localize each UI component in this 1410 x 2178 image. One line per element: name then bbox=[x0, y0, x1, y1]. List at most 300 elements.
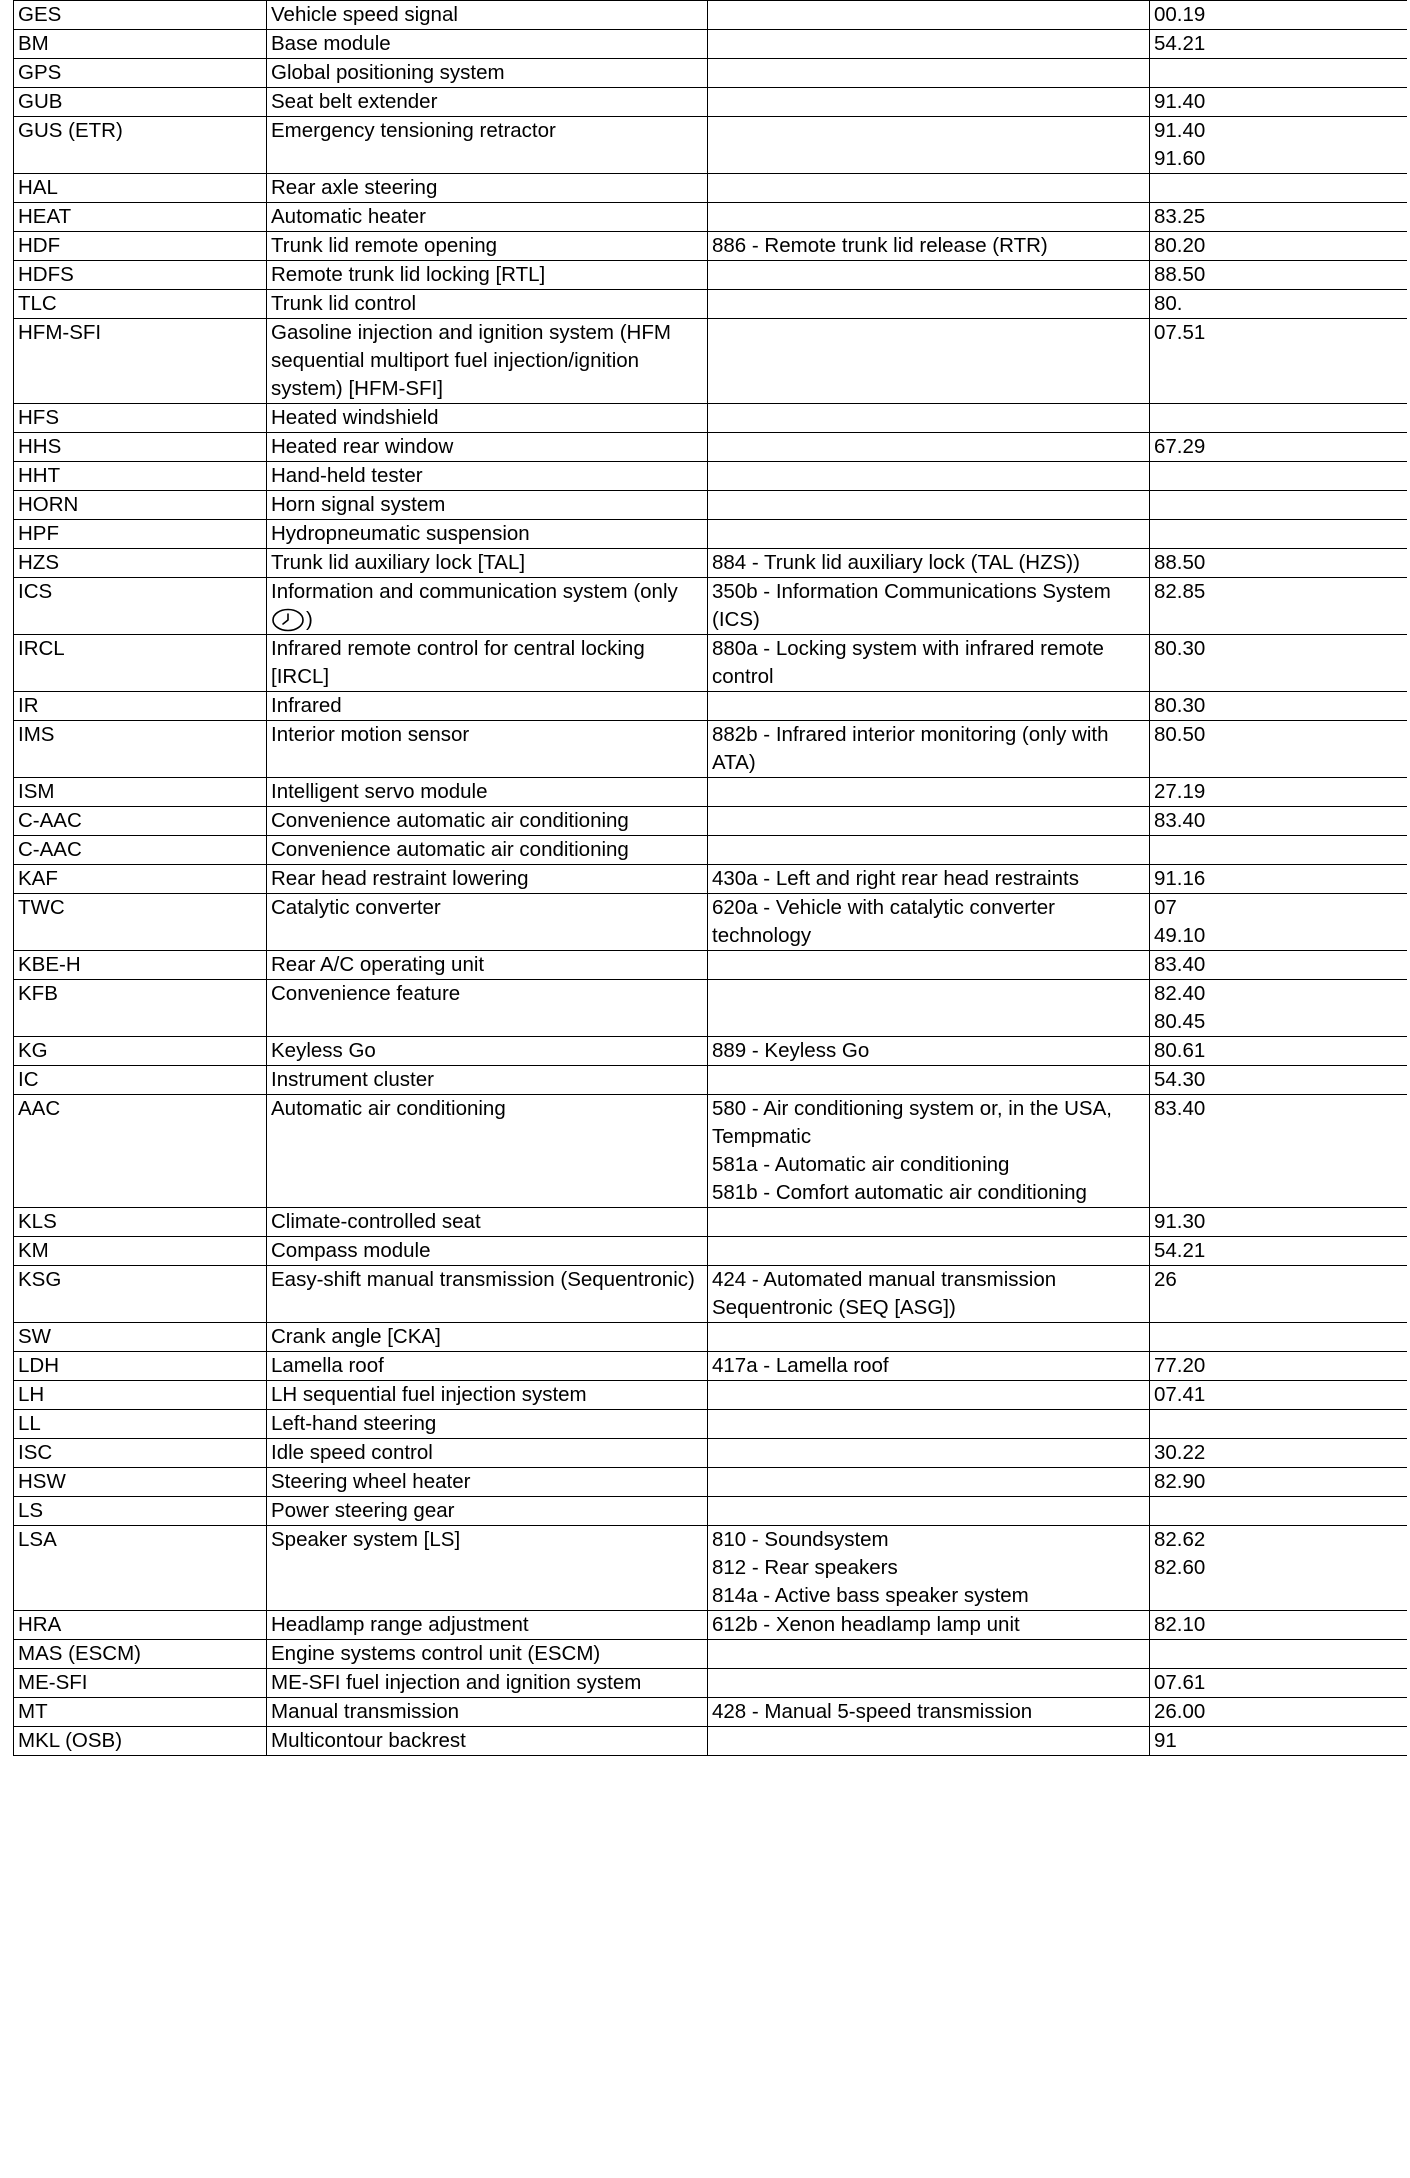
meaning-cell bbox=[267, 1237, 708, 1266]
group-number: 88.50 bbox=[1154, 551, 1206, 574]
table-row bbox=[14, 692, 1408, 721]
group-cell bbox=[1150, 88, 1408, 117]
meaning-cell bbox=[267, 721, 708, 778]
table-row bbox=[14, 1037, 1408, 1066]
meaning-text: Global positioning system bbox=[271, 61, 505, 84]
group-cell bbox=[1150, 203, 1408, 232]
code-cell bbox=[708, 1208, 1150, 1237]
group-cell bbox=[1150, 1468, 1408, 1497]
code-cell bbox=[708, 807, 1150, 836]
abbreviation-text: C-AAC bbox=[18, 809, 82, 832]
meaning-text-block bbox=[271, 462, 701, 490]
table-row bbox=[14, 462, 1408, 491]
code-cell bbox=[708, 88, 1150, 117]
meaning-text-block bbox=[271, 1095, 701, 1123]
table-row bbox=[14, 721, 1408, 778]
meaning-text: Heated rear window bbox=[271, 435, 454, 458]
meaning-cell bbox=[267, 1, 708, 30]
table-row bbox=[14, 1237, 1408, 1266]
meaning-text-block bbox=[271, 174, 701, 202]
code-cell bbox=[708, 1352, 1150, 1381]
meaning-text: Horn signal system bbox=[271, 493, 446, 516]
meaning-text-block bbox=[271, 865, 701, 893]
meaning-text-block bbox=[271, 578, 701, 634]
code-cell bbox=[708, 30, 1150, 59]
table-row bbox=[14, 1352, 1408, 1381]
meaning-text: Compass module bbox=[271, 1239, 431, 1262]
meaning-text-block bbox=[271, 1, 701, 29]
code-cell bbox=[708, 1698, 1150, 1727]
meaning-cell bbox=[267, 865, 708, 894]
meaning-text-block bbox=[271, 980, 701, 1008]
abbreviation-text: MKL (OSB) bbox=[18, 1729, 123, 1752]
meaning-text: Information and communication system (only bbox=[271, 580, 678, 603]
code-cell bbox=[708, 865, 1150, 894]
meaning-cell bbox=[267, 1381, 708, 1410]
group-cell bbox=[1150, 1208, 1408, 1237]
meaning-text-block bbox=[271, 30, 701, 58]
code-cell bbox=[708, 692, 1150, 721]
group-cell bbox=[1150, 1727, 1408, 1756]
meaning-text-block bbox=[271, 1381, 701, 1409]
abbreviation-cell bbox=[14, 1526, 267, 1611]
group-number: 80.20 bbox=[1154, 234, 1206, 257]
group-number: 82.60 bbox=[1154, 1556, 1206, 1579]
abbreviation-cell bbox=[14, 578, 267, 635]
group-number: 88.50 bbox=[1154, 263, 1206, 286]
code-cell bbox=[708, 1611, 1150, 1640]
table-row bbox=[14, 578, 1408, 635]
abbreviation-cell bbox=[14, 261, 267, 290]
abbreviation-cell bbox=[14, 1439, 267, 1468]
table-row bbox=[14, 1410, 1408, 1439]
meaning-text: Engine systems control unit (ESCM) bbox=[271, 1642, 601, 1665]
meaning-cell bbox=[267, 1727, 708, 1756]
abbreviation-cell bbox=[14, 404, 267, 433]
meaning-cell bbox=[267, 404, 708, 433]
abbreviation-cell bbox=[14, 1698, 267, 1727]
meaning-text: Idle speed control bbox=[271, 1441, 433, 1464]
code-cell bbox=[708, 980, 1150, 1037]
abbreviation-text: TWC bbox=[18, 896, 65, 919]
group-number: 80.45 bbox=[1154, 1010, 1206, 1033]
group-cell bbox=[1150, 1237, 1408, 1266]
meaning-text-block bbox=[271, 520, 701, 548]
group-number: 80.61 bbox=[1154, 1039, 1206, 1062]
table-row bbox=[14, 807, 1408, 836]
meaning-text-block bbox=[271, 1237, 701, 1265]
meaning-text-block bbox=[271, 290, 701, 318]
code-text: 882b - Infrared interior monitoring (only with ATA) bbox=[712, 723, 1109, 774]
meaning-cell bbox=[267, 1698, 708, 1727]
meaning-text-block bbox=[271, 894, 701, 922]
meaning-cell bbox=[267, 578, 708, 635]
meaning-text: Interior motion sensor bbox=[271, 723, 470, 746]
group-number: 82.85 bbox=[1154, 580, 1206, 603]
abbreviation-text: LH bbox=[18, 1383, 45, 1406]
group-cell bbox=[1150, 59, 1408, 88]
meaning-text: Emergency tensioning retractor bbox=[271, 119, 556, 142]
group-number: 82.90 bbox=[1154, 1470, 1206, 1493]
abbreviation-text: HDF bbox=[18, 234, 61, 257]
abbreviation-cell bbox=[14, 1323, 267, 1352]
abbreviation-text: HSW bbox=[18, 1470, 66, 1493]
code-cell bbox=[708, 578, 1150, 635]
meaning-cell bbox=[267, 807, 708, 836]
meaning-text: Manual transmission bbox=[271, 1700, 459, 1723]
group-cell bbox=[1150, 549, 1408, 578]
group-cell bbox=[1150, 261, 1408, 290]
group-cell bbox=[1150, 836, 1408, 865]
abbreviation-cell bbox=[14, 836, 267, 865]
abbreviation-table-body bbox=[14, 1, 1408, 1756]
meaning-text: Rear head restraint lowering bbox=[271, 867, 529, 890]
meaning-text-block bbox=[271, 1526, 701, 1554]
abbreviation-cell bbox=[14, 778, 267, 807]
meaning-text: Remote trunk lid locking [RTL] bbox=[271, 263, 546, 286]
abbreviation-text: AAC bbox=[18, 1097, 61, 1120]
group-number: 91 bbox=[1154, 1729, 1177, 1752]
abbreviation-text: ISM bbox=[18, 780, 55, 803]
group-cell bbox=[1150, 1640, 1408, 1669]
abbreviation-text: HAL bbox=[18, 176, 58, 199]
group-cell bbox=[1150, 404, 1408, 433]
group-cell bbox=[1150, 578, 1408, 635]
abbreviation-cell bbox=[14, 1037, 267, 1066]
meaning-text-block bbox=[271, 1698, 701, 1726]
meaning-cell bbox=[267, 1526, 708, 1611]
group-cell bbox=[1150, 1, 1408, 30]
meaning-text-block bbox=[271, 261, 701, 289]
meaning-cell bbox=[267, 261, 708, 290]
meaning-cell bbox=[267, 836, 708, 865]
code-text: 884 - Trunk lid auxiliary lock (TAL (HZS)) bbox=[712, 551, 1080, 574]
group-number: 00.19 bbox=[1154, 3, 1206, 26]
table-row bbox=[14, 1066, 1408, 1095]
abbreviation-cell bbox=[14, 692, 267, 721]
meaning-text: Trunk lid control bbox=[271, 292, 417, 315]
meaning-text: Infrared remote control for central locking [IRCL] bbox=[271, 637, 645, 688]
group-number: 07.61 bbox=[1154, 1671, 1206, 1694]
meaning-text-block bbox=[271, 1352, 701, 1380]
abbreviation-cell bbox=[14, 1468, 267, 1497]
group-cell bbox=[1150, 1352, 1408, 1381]
meaning-text: Easy-shift manual transmission (Sequentronic) bbox=[271, 1268, 695, 1291]
abbreviation-text: C-AAC bbox=[18, 838, 82, 861]
meaning-text-block bbox=[271, 836, 701, 864]
meaning-text: Speaker system [LS] bbox=[271, 1528, 461, 1551]
table-row bbox=[14, 980, 1408, 1037]
abbreviation-cell bbox=[14, 1095, 267, 1208]
meaning-text-block bbox=[271, 1037, 701, 1065]
meaning-cell bbox=[267, 980, 708, 1037]
group-cell bbox=[1150, 1698, 1408, 1727]
code-cell bbox=[708, 894, 1150, 951]
meaning-cell bbox=[267, 1439, 708, 1468]
code-text: 424 - Automated manual transmission Sequentronic (SEQ [ASG]) bbox=[712, 1268, 1057, 1319]
group-cell bbox=[1150, 1410, 1408, 1439]
meaning-text: Heated windshield bbox=[271, 406, 439, 429]
abbreviation-text: HPF bbox=[18, 522, 59, 545]
meaning-cell bbox=[267, 174, 708, 203]
meaning-cell bbox=[267, 232, 708, 261]
abbreviation-text: GES bbox=[18, 3, 62, 26]
code-cell bbox=[708, 1468, 1150, 1497]
table-row bbox=[14, 404, 1408, 433]
code-cell bbox=[708, 1323, 1150, 1352]
abbreviation-cell bbox=[14, 59, 267, 88]
code-text: 581b - Comfort automatic air conditioning bbox=[712, 1181, 1087, 1204]
abbreviation-text: HRA bbox=[18, 1613, 62, 1636]
group-cell bbox=[1150, 520, 1408, 549]
meaning-cell bbox=[267, 1611, 708, 1640]
code-cell bbox=[708, 1, 1150, 30]
group-cell bbox=[1150, 232, 1408, 261]
meaning-text-block bbox=[271, 433, 701, 461]
meaning-text-block bbox=[271, 807, 701, 835]
abbreviation-text: KAF bbox=[18, 867, 58, 890]
meaning-text-block bbox=[271, 951, 701, 979]
table-row bbox=[14, 203, 1408, 232]
abbreviation-cell bbox=[14, 807, 267, 836]
group-number: 91.60 bbox=[1154, 147, 1206, 170]
meaning-cell bbox=[267, 1095, 708, 1208]
abbreviation-text: HZS bbox=[18, 551, 59, 574]
code-cell bbox=[708, 778, 1150, 807]
meaning-text: Hand-held tester bbox=[271, 464, 423, 487]
code-text: 581a - Automatic air conditioning bbox=[712, 1153, 1010, 1176]
meaning-text: Hydropneumatic suspension bbox=[271, 522, 530, 545]
abbreviation-text: MT bbox=[18, 1700, 48, 1723]
abbreviation-cell bbox=[14, 980, 267, 1037]
meaning-text: Automatic air conditioning bbox=[271, 1097, 506, 1120]
meaning-text: Lamella roof bbox=[271, 1354, 384, 1377]
meaning-cell bbox=[267, 549, 708, 578]
code-cell bbox=[708, 491, 1150, 520]
group-cell bbox=[1150, 1497, 1408, 1526]
group-cell bbox=[1150, 30, 1408, 59]
abbreviation-cell bbox=[14, 174, 267, 203]
group-number: 83.40 bbox=[1154, 953, 1206, 976]
meaning-text: Convenience automatic air conditioning bbox=[271, 838, 629, 861]
table-row bbox=[14, 1468, 1408, 1497]
abbreviation-text: GUS (ETR) bbox=[18, 119, 123, 142]
meaning-cell bbox=[267, 30, 708, 59]
table-row bbox=[14, 894, 1408, 951]
abbreviation-text: GUB bbox=[18, 90, 63, 113]
group-number: 54.21 bbox=[1154, 1239, 1206, 1262]
group-cell bbox=[1150, 290, 1408, 319]
meaning-cell bbox=[267, 88, 708, 117]
abbreviation-cell bbox=[14, 1381, 267, 1410]
code-text: 417a - Lamella roof bbox=[712, 1354, 889, 1377]
code-text: 814a - Active bass speaker system bbox=[712, 1584, 1029, 1607]
meaning-cell bbox=[267, 894, 708, 951]
group-number: 91.30 bbox=[1154, 1210, 1206, 1233]
meaning-text: Trunk lid remote opening bbox=[271, 234, 498, 257]
code-cell bbox=[708, 1669, 1150, 1698]
group-cell bbox=[1150, 319, 1408, 404]
meaning-text-block bbox=[271, 1611, 701, 1639]
meaning-cell bbox=[267, 1323, 708, 1352]
meaning-text: Power steering gear bbox=[271, 1499, 455, 1522]
group-number: 82.10 bbox=[1154, 1613, 1206, 1636]
group-number: 82.62 bbox=[1154, 1528, 1206, 1551]
group-cell bbox=[1150, 635, 1408, 692]
group-cell bbox=[1150, 865, 1408, 894]
group-number: 54.30 bbox=[1154, 1068, 1206, 1091]
abbreviation-cell bbox=[14, 1497, 267, 1526]
code-cell bbox=[708, 261, 1150, 290]
meaning-cell bbox=[267, 433, 708, 462]
group-cell bbox=[1150, 174, 1408, 203]
code-cell bbox=[708, 1727, 1150, 1756]
table-row bbox=[14, 836, 1408, 865]
table-row bbox=[14, 1640, 1408, 1669]
group-cell bbox=[1150, 1439, 1408, 1468]
abbreviation-cell bbox=[14, 1669, 267, 1698]
table-row bbox=[14, 433, 1408, 462]
meaning-text-block bbox=[271, 1266, 701, 1294]
abbreviation-text: HEAT bbox=[18, 205, 72, 228]
code-text: 430a - Left and right rear head restraints bbox=[712, 867, 1079, 890]
meaning-text-block bbox=[271, 692, 701, 720]
meaning-text-block bbox=[271, 1497, 701, 1525]
group-cell bbox=[1150, 1526, 1408, 1611]
group-number: 27.19 bbox=[1154, 780, 1206, 803]
abbreviation-cell bbox=[14, 1611, 267, 1640]
group-cell bbox=[1150, 980, 1408, 1037]
meaning-text-block bbox=[271, 59, 701, 87]
code-cell bbox=[708, 174, 1150, 203]
abbreviation-text: LDH bbox=[18, 1354, 60, 1377]
meaning-text-block bbox=[271, 1208, 701, 1236]
table-row bbox=[14, 1208, 1408, 1237]
group-cell bbox=[1150, 491, 1408, 520]
group-cell bbox=[1150, 1066, 1408, 1095]
group-cell bbox=[1150, 807, 1408, 836]
meaning-text-suffix: ) bbox=[306, 608, 313, 631]
meaning-cell bbox=[267, 59, 708, 88]
group-number: 83.40 bbox=[1154, 1097, 1206, 1120]
code-cell bbox=[708, 1526, 1150, 1611]
meaning-text-block bbox=[271, 635, 701, 691]
group-cell bbox=[1150, 462, 1408, 491]
meaning-text-block bbox=[271, 1439, 701, 1467]
table-row bbox=[14, 1095, 1408, 1208]
abbreviation-text: LS bbox=[18, 1499, 44, 1522]
abbreviation-cell bbox=[14, 520, 267, 549]
abbreviation-text: IC bbox=[18, 1068, 39, 1091]
group-cell bbox=[1150, 1323, 1408, 1352]
table-row bbox=[14, 1381, 1408, 1410]
meaning-text: Infrared bbox=[271, 694, 342, 717]
abbreviation-text: HORN bbox=[18, 493, 79, 516]
group-number: 83.25 bbox=[1154, 205, 1206, 228]
abbreviation-text: GPS bbox=[18, 61, 62, 84]
group-cell bbox=[1150, 1611, 1408, 1640]
code-cell bbox=[708, 635, 1150, 692]
group-number: 80. bbox=[1154, 292, 1183, 315]
group-number: 80.30 bbox=[1154, 637, 1206, 660]
abbreviation-cell bbox=[14, 894, 267, 951]
meaning-text-block bbox=[271, 319, 701, 403]
abbreviation-text: KBE-H bbox=[18, 953, 81, 976]
code-cell bbox=[708, 462, 1150, 491]
meaning-text-block bbox=[271, 491, 701, 519]
meaning-text: Crank angle [CKA] bbox=[271, 1325, 441, 1348]
table-row bbox=[14, 1669, 1408, 1698]
meaning-text: Headlamp range adjustment bbox=[271, 1613, 529, 1636]
code-cell bbox=[708, 1640, 1150, 1669]
abbreviation-table-page bbox=[13, 0, 1407, 2178]
meaning-text: Climate-controlled seat bbox=[271, 1210, 481, 1233]
country-version-clock-icon bbox=[271, 608, 305, 632]
group-cell bbox=[1150, 1266, 1408, 1323]
group-cell bbox=[1150, 894, 1408, 951]
meaning-cell bbox=[267, 951, 708, 980]
code-cell bbox=[708, 1066, 1150, 1095]
meaning-text-block bbox=[271, 232, 701, 260]
code-text: 889 - Keyless Go bbox=[712, 1039, 870, 1062]
code-cell bbox=[708, 433, 1150, 462]
meaning-cell bbox=[267, 1037, 708, 1066]
code-text: 612b - Xenon headlamp lamp unit bbox=[712, 1613, 1020, 1636]
code-text: 580 - Air conditioning system or, in the USA, Tempmatic bbox=[712, 1097, 1112, 1148]
meaning-text: Convenience automatic air conditioning bbox=[271, 809, 629, 832]
meaning-text: Seat belt extender bbox=[271, 90, 438, 113]
table-row bbox=[14, 1266, 1408, 1323]
meaning-cell bbox=[267, 692, 708, 721]
abbreviation-text: HHS bbox=[18, 435, 62, 458]
meaning-text-block bbox=[271, 721, 701, 749]
table-row bbox=[14, 30, 1408, 59]
abbreviation-table bbox=[13, 0, 1407, 1756]
abbreviation-text: TLC bbox=[18, 292, 57, 315]
table-row bbox=[14, 174, 1408, 203]
code-cell bbox=[708, 1410, 1150, 1439]
meaning-cell bbox=[267, 1497, 708, 1526]
table-row bbox=[14, 88, 1408, 117]
group-cell bbox=[1150, 721, 1408, 778]
table-row bbox=[14, 59, 1408, 88]
abbreviation-cell bbox=[14, 433, 267, 462]
meaning-text-block bbox=[271, 1640, 701, 1668]
table-row bbox=[14, 520, 1408, 549]
group-number: 26.00 bbox=[1154, 1700, 1206, 1723]
code-cell bbox=[708, 232, 1150, 261]
meaning-cell bbox=[267, 117, 708, 174]
abbreviation-text: MAS (ESCM) bbox=[18, 1642, 141, 1665]
meaning-text-block bbox=[271, 1410, 701, 1438]
abbreviation-cell bbox=[14, 1352, 267, 1381]
meaning-text: Rear A/C operating unit bbox=[271, 953, 485, 976]
meaning-text: Left-hand steering bbox=[271, 1412, 437, 1435]
abbreviation-text: ME-SFI bbox=[18, 1671, 88, 1694]
meaning-text-block bbox=[271, 404, 701, 432]
meaning-text: Base module bbox=[271, 32, 391, 55]
code-cell bbox=[708, 290, 1150, 319]
abbreviation-cell bbox=[14, 30, 267, 59]
table-row bbox=[14, 1497, 1408, 1526]
table-row bbox=[14, 1611, 1408, 1640]
abbreviation-text: IRCL bbox=[18, 637, 65, 660]
abbreviation-text: SW bbox=[18, 1325, 52, 1348]
abbreviation-cell bbox=[14, 1410, 267, 1439]
meaning-cell bbox=[267, 462, 708, 491]
abbreviation-text: LL bbox=[18, 1412, 41, 1435]
abbreviation-text: LSA bbox=[18, 1528, 57, 1551]
